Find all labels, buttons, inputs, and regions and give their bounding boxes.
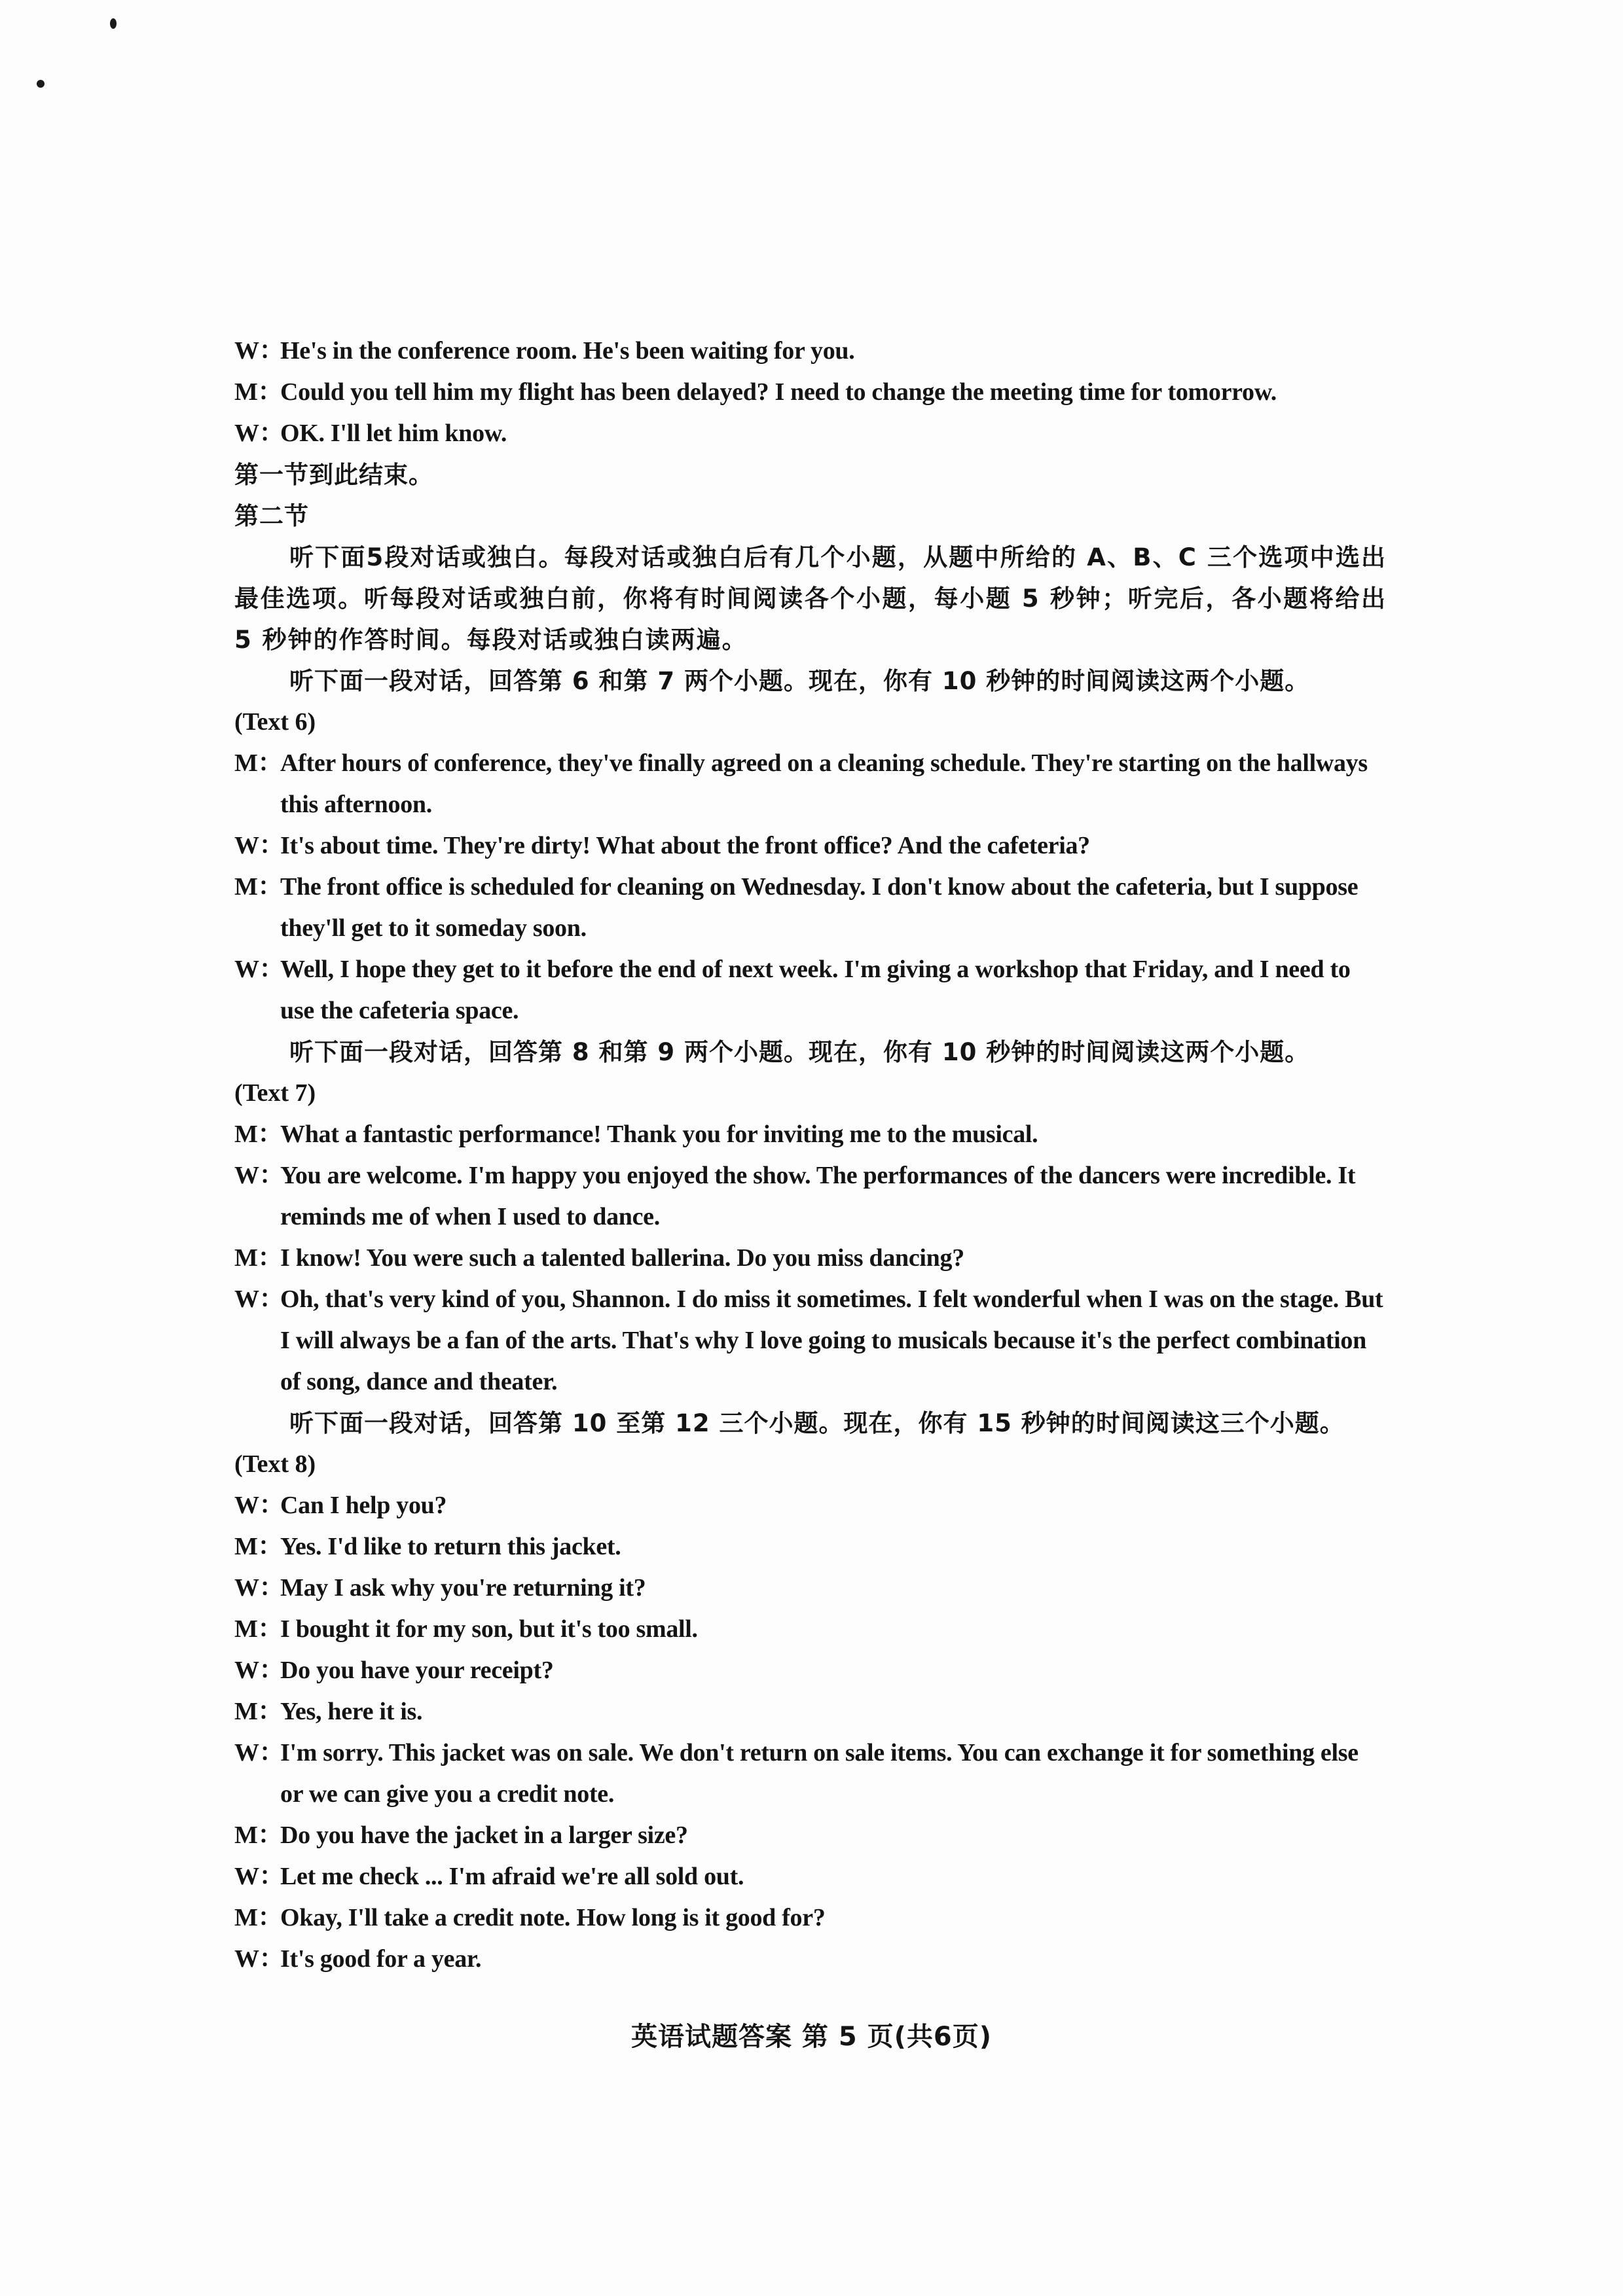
dialogue-line bbox=[234, 413, 1387, 454]
speaker-label: W： bbox=[234, 1492, 284, 1519]
text-intro: 听下面一段对话，回答第 8 和第 9 两个小题。现在，你有 10 秒钟的时间阅读这两个小题。 bbox=[289, 1038, 1310, 1066]
speaker-label: W： bbox=[234, 337, 284, 365]
speaker-label: M： bbox=[234, 1615, 283, 1643]
dialogue-line bbox=[234, 1732, 1387, 1815]
speaker-label: W： bbox=[234, 1945, 284, 1973]
dialogue-line bbox=[234, 1815, 1387, 1856]
speaker-label: W： bbox=[234, 1162, 284, 1189]
dialogue-text: Can I help you? bbox=[280, 1492, 447, 1519]
speaker-label: M： bbox=[234, 1698, 283, 1725]
dialogue-line bbox=[234, 372, 1387, 413]
dialogue-text: Okay, I'll take a credit note. How long is it good for? bbox=[280, 1904, 826, 1931]
speaker-label: W： bbox=[234, 1574, 284, 1602]
text-label: (Text 7) bbox=[234, 1079, 316, 1107]
dialogue-line bbox=[234, 825, 1387, 867]
document-body bbox=[234, 331, 1387, 1980]
text-label: (Text 8) bbox=[234, 1450, 316, 1478]
text-block-8 bbox=[234, 1403, 1387, 1980]
dialogue-line bbox=[234, 867, 1387, 949]
dialogue-text: Oh, that's very kind of you, Shannon. I do miss it sometimes. I felt wonderful when I was on the stage. But I will always be a fan of the arts. That's why I love going to musicals because it's the perfect combination of song, dance and theater. bbox=[280, 1285, 1383, 1395]
dialogue-text: What a fantastic performance! Thank you for inviting me to the musical. bbox=[280, 1121, 1038, 1148]
text-intro: 听下面一段对话，回答第 10 至第 12 三个小题。现在，你有 15 秒钟的时间阅读这三个小题。 bbox=[289, 1409, 1345, 1437]
dialogue-text: You are welcome. I'm happy you enjoyed the show. The performances of the dancers were incredible. It reminds me of when I used to dance. bbox=[280, 1162, 1356, 1230]
dialogue-line bbox=[234, 1856, 1387, 1897]
dialogue-text: Do you have your receipt? bbox=[280, 1657, 554, 1684]
dialogue-text: The front office is scheduled for cleaning on Wednesday. I don't know about the cafeteria, but I suppose they'll get to it someday soon. bbox=[280, 873, 1359, 942]
dialogue-line bbox=[234, 1650, 1387, 1691]
dialogue-text: Let me check ... I'm afraid we're all sold out. bbox=[280, 1863, 744, 1890]
dialogue-line bbox=[234, 1279, 1387, 1403]
dialogue-line bbox=[234, 1568, 1387, 1609]
dialogue-text: OK. I'll let him know. bbox=[280, 420, 507, 447]
speaker-label: W： bbox=[234, 832, 284, 859]
text-label: (Text 6) bbox=[234, 708, 316, 736]
dialogue-text: I know! You were such a talented ballerina. Do you miss dancing? bbox=[280, 1244, 964, 1272]
dialogue-text: I'm sorry. This jacket was on sale. We don't return on sale items. You can exchange it for something else or we can give you a credit note. bbox=[280, 1739, 1359, 1808]
speaker-label: M： bbox=[234, 873, 283, 901]
dialogue-text: Could you tell him my flight has been delayed? I need to change the meeting time for tomorrow. bbox=[280, 378, 1277, 406]
speaker-label: M： bbox=[234, 1904, 283, 1931]
speaker-label: W： bbox=[234, 1739, 284, 1767]
dialogue-line bbox=[234, 949, 1387, 1031]
text-intro: 听下面一段对话，回答第 6 和第 7 两个小题。现在，你有 10 秒钟的时间阅读这两个小题。 bbox=[289, 667, 1310, 695]
speaker-label: M： bbox=[234, 1121, 283, 1148]
speaker-label: W： bbox=[234, 1657, 284, 1684]
speaker-label: M： bbox=[234, 378, 283, 406]
speaker-label: M： bbox=[234, 749, 283, 777]
scan-speck bbox=[110, 18, 117, 29]
speaker-label: W： bbox=[234, 1863, 284, 1890]
dialogue-line bbox=[234, 1485, 1387, 1526]
speaker-label: W： bbox=[234, 956, 284, 983]
dialogue-line bbox=[234, 1897, 1387, 1939]
dialogue-text: I bought it for my son, but it's too small. bbox=[280, 1615, 698, 1643]
dialogue-text: Do you have the jacket in a larger size? bbox=[280, 1821, 688, 1849]
speaker-label: M： bbox=[234, 1244, 283, 1272]
dialogue-text: He's in the conference room. He's been waiting for you. bbox=[280, 337, 855, 365]
dialogue-text: After hours of conference, they've finally agreed on a cleaning schedule. They're starting on the hallways this afternoon. bbox=[280, 749, 1368, 818]
dialogue-line bbox=[234, 1526, 1387, 1568]
section1-end: 第一节到此结束。 bbox=[234, 461, 433, 489]
text-block-6 bbox=[234, 660, 1387, 1031]
scan-speck bbox=[37, 80, 45, 88]
dialogue-text: It's good for a year. bbox=[280, 1945, 482, 1973]
dialogue-line bbox=[234, 1238, 1387, 1279]
page-footer: 英语试题答案 第 5 页(共6页) bbox=[630, 2022, 992, 2052]
dialogue-line bbox=[234, 1155, 1387, 1238]
dialogue-text: Well, I hope they get to it before the end of next week. I'm giving a workshop that Friday, and I need to use the cafeteria space. bbox=[280, 956, 1351, 1024]
text-block-7 bbox=[234, 1031, 1387, 1403]
dialogue-text: It's about time. They're dirty! What about the front office? And the cafeteria? bbox=[280, 832, 1090, 859]
dialogue-text: May I ask why you're returning it? bbox=[280, 1574, 646, 1602]
speaker-label: M： bbox=[234, 1533, 283, 1560]
dialogue-line bbox=[234, 1609, 1387, 1650]
dialogue-text: Yes. I'd like to return this jacket. bbox=[280, 1533, 621, 1560]
dialogue-line bbox=[234, 743, 1387, 825]
section2-instructions: 听下面5段对话或独白。每段对话或独白后有几个小题，从题中所给的 A、B、C 三个选项中选出最佳选项。听每段对话或独白前，你将有时间阅读各个小题，每小题 5 秒钟；听完后，各小题将给出 5 秒钟的作答时间。每段对话或独白读两遍。 bbox=[234, 543, 1387, 654]
dialogue-text: Yes, here it is. bbox=[280, 1698, 423, 1725]
speaker-label: W： bbox=[234, 420, 284, 447]
opening-dialogue bbox=[234, 331, 1387, 454]
section2-title: 第二节 bbox=[234, 502, 309, 530]
dialogue-line bbox=[234, 1691, 1387, 1732]
speaker-label: M： bbox=[234, 1821, 283, 1849]
dialogue-line bbox=[234, 331, 1387, 372]
dialogue-line bbox=[234, 1114, 1387, 1155]
dialogue-line bbox=[234, 1939, 1387, 1980]
speaker-label: W： bbox=[234, 1285, 284, 1313]
